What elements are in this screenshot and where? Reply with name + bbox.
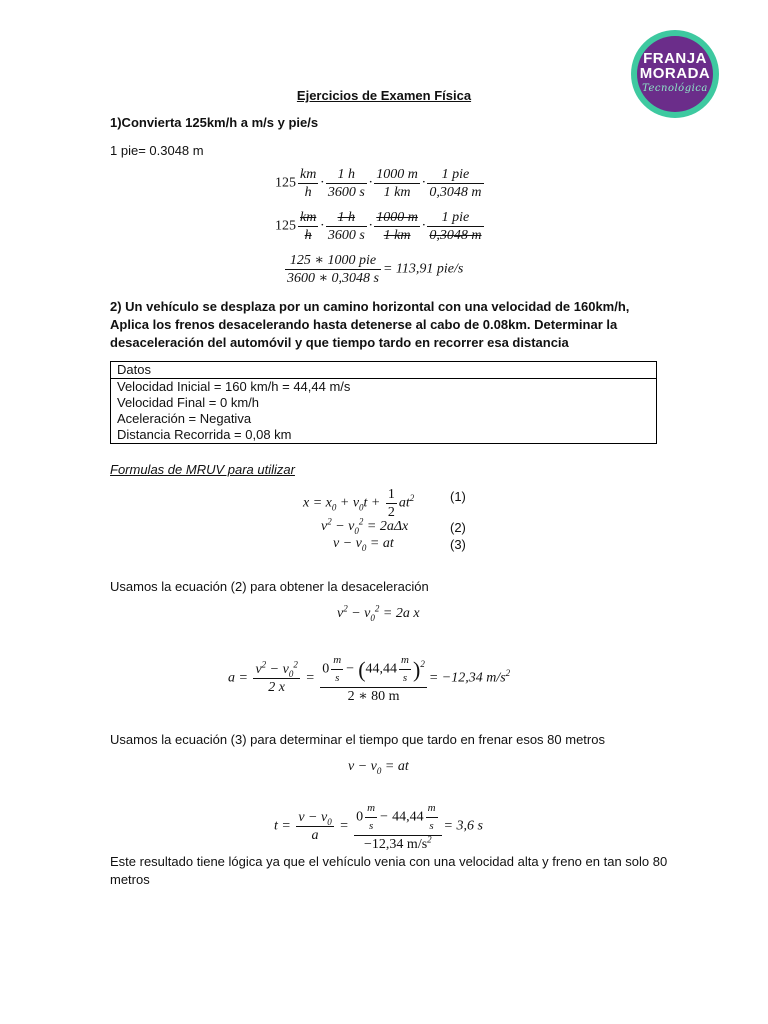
eq2-restated: $v^2 - v_0^2 = 2a$ x	[337, 603, 420, 623]
conclusion-text: Este resultado tiene lógica ya que el vehículo venia con una velocidad alta y freno en tan solo 80 metros	[110, 854, 668, 887]
exercise-1-heading: 1)Convierta 125km/h a m/s y pie/s	[110, 115, 319, 130]
logo-line-1: FRANJA	[643, 50, 707, 67]
datos-table	[110, 361, 657, 444]
datos-row: Distancia Recorrida = 0,08 km	[117, 427, 292, 442]
formulas-title: Formulas de MRUV para utilizar	[110, 462, 295, 477]
page-title: Ejercicios de Examen Física	[296, 88, 472, 103]
conversion-note: 1 pie= 0.3048 m	[110, 143, 204, 158]
datos-table-body	[111, 379, 657, 444]
formula-1-label: (1)	[450, 489, 466, 504]
conversion-chain-1: 125 $\frac{km}{h}$ · $\frac{1 h}{3600 s}$ · $\frac{1000 m}{1 km}$ · $\frac{\text{1 pie}}{0,3048 m}$	[275, 167, 482, 200]
text-use-eq2: Usamos la ecuación (2) para obtener la desaceleración	[110, 579, 429, 594]
eq3-restated: $v - v_0$ = at	[348, 759, 409, 776]
conversion-chain-2: 125 $\frac{km}{h}$ · $\frac{1 h}{3600 s}$ · $\frac{1000 m}{1 km}$ · $\frac{\text{1 pie}}{0,3048 m}$	[275, 210, 482, 243]
exercise-2-heading: 2) Un vehículo se desplaza por un camino horizontal con una velocidad de 160km/h, Aplica los frenos desacelerando hasta detenerse al cabo de 0.08km. Determinar la desaceleración del automóvil y que tiempo tardo en recorrer esa distancia	[110, 299, 630, 350]
time-derivation: t = $\frac{v - v_0}{a}$ = 0 $\frac{m}{s}$ − 44,44 $\frac{m}{s}$ −12,34 $m/s^2$ = 3,6 s	[274, 802, 483, 852]
text-use-eq3: Usamos la ecuación (3) para determinar el tiempo que tardo en frenar esos 80 metros	[110, 732, 605, 747]
logo-line-2: MORADA	[639, 65, 711, 82]
datos-row: Aceleración = Negativa	[117, 411, 252, 426]
acceleration-derivation: a = $\frac{v^2 - v_0^2}{2 x}$ = 0 $\frac{m}{s}$ − (44,44 $\frac{m}{s}$ )$^2$ 2 ∗ 80 m = −12,34 $m/s^2$	[228, 654, 511, 704]
formula-2-label: (2)	[450, 520, 466, 535]
formula-2: $v^2 - v_0^2 = 2a\Delta x$	[321, 516, 409, 536]
formula-3: $v - v_0$ = at	[333, 536, 394, 553]
logo	[630, 29, 720, 119]
datos-table-header: Datos	[111, 362, 657, 379]
datos-row: Velocidad Inicial = 160 km/h = 44,44 m/s	[117, 379, 351, 394]
conversion-result: $\frac{\text{125 ∗ 1000 pie}}{3600 ∗ 0,3048 s}$ = 113,91 pie/s	[287, 253, 464, 286]
formula-1: $x = x_0 + v_0t$ + $\frac{1}{2}$ $at^2$	[303, 487, 415, 520]
datos-row: Velocidad Final = 0 km/h	[117, 395, 259, 410]
formula-3-label: (3)	[450, 537, 466, 552]
logo-line-3: Tecnológica	[642, 83, 708, 94]
